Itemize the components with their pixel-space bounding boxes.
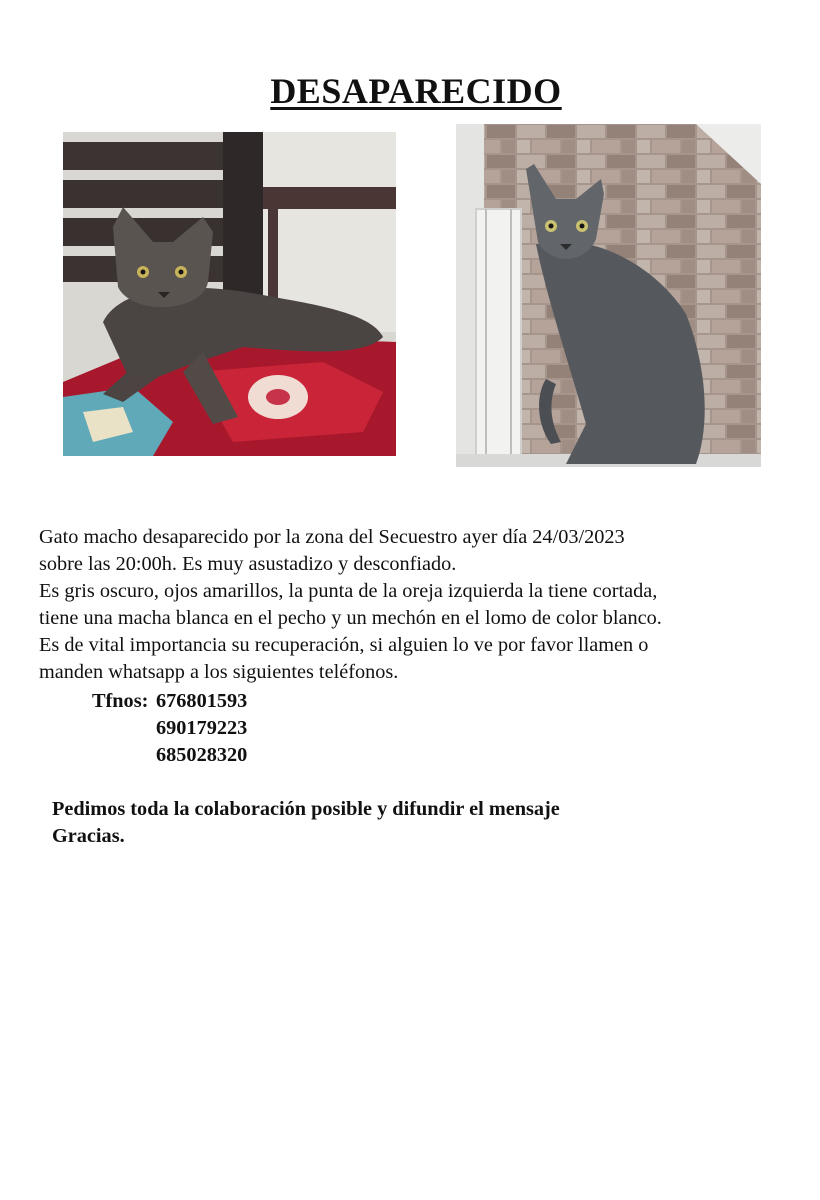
description-line: manden whatsapp a los siguientes teléfonos. (39, 661, 399, 683)
poster-title: DESAPARECIDO (270, 71, 562, 111)
description-line: Es gris oscuro, ojos amarillos, la punta de la oreja izquierda la tiene cortada, (39, 580, 658, 602)
phone-number: 690179223 (156, 717, 248, 739)
phone-list (92, 688, 247, 769)
phone-number: 685028320 (156, 744, 248, 766)
cat-photo-sitting (456, 124, 761, 467)
description-line: sobre las 20:00h. Es muy asustadizo y desconfiado. (39, 553, 457, 575)
closing-message (52, 796, 772, 850)
description-line: Gato macho desaparecido por la zona del Secuestro ayer día 24/03/2023 (39, 526, 625, 548)
thanks-text: Gracias. (52, 825, 125, 847)
description (39, 524, 779, 686)
phones-label: Tfnos: (92, 690, 149, 712)
description-line: Es de vital importancia su recuperación, si alguien lo ve por favor llamen o (39, 634, 649, 656)
collaboration-request: Pedimos toda la colaboración posible y difundir el mensaje (52, 798, 560, 820)
phone-number: 676801593 (156, 690, 248, 712)
cat-photo-lying (63, 132, 396, 456)
description-line: tiene una macha blanca en el pecho y un mechón en el lomo de color blanco. (39, 607, 662, 629)
